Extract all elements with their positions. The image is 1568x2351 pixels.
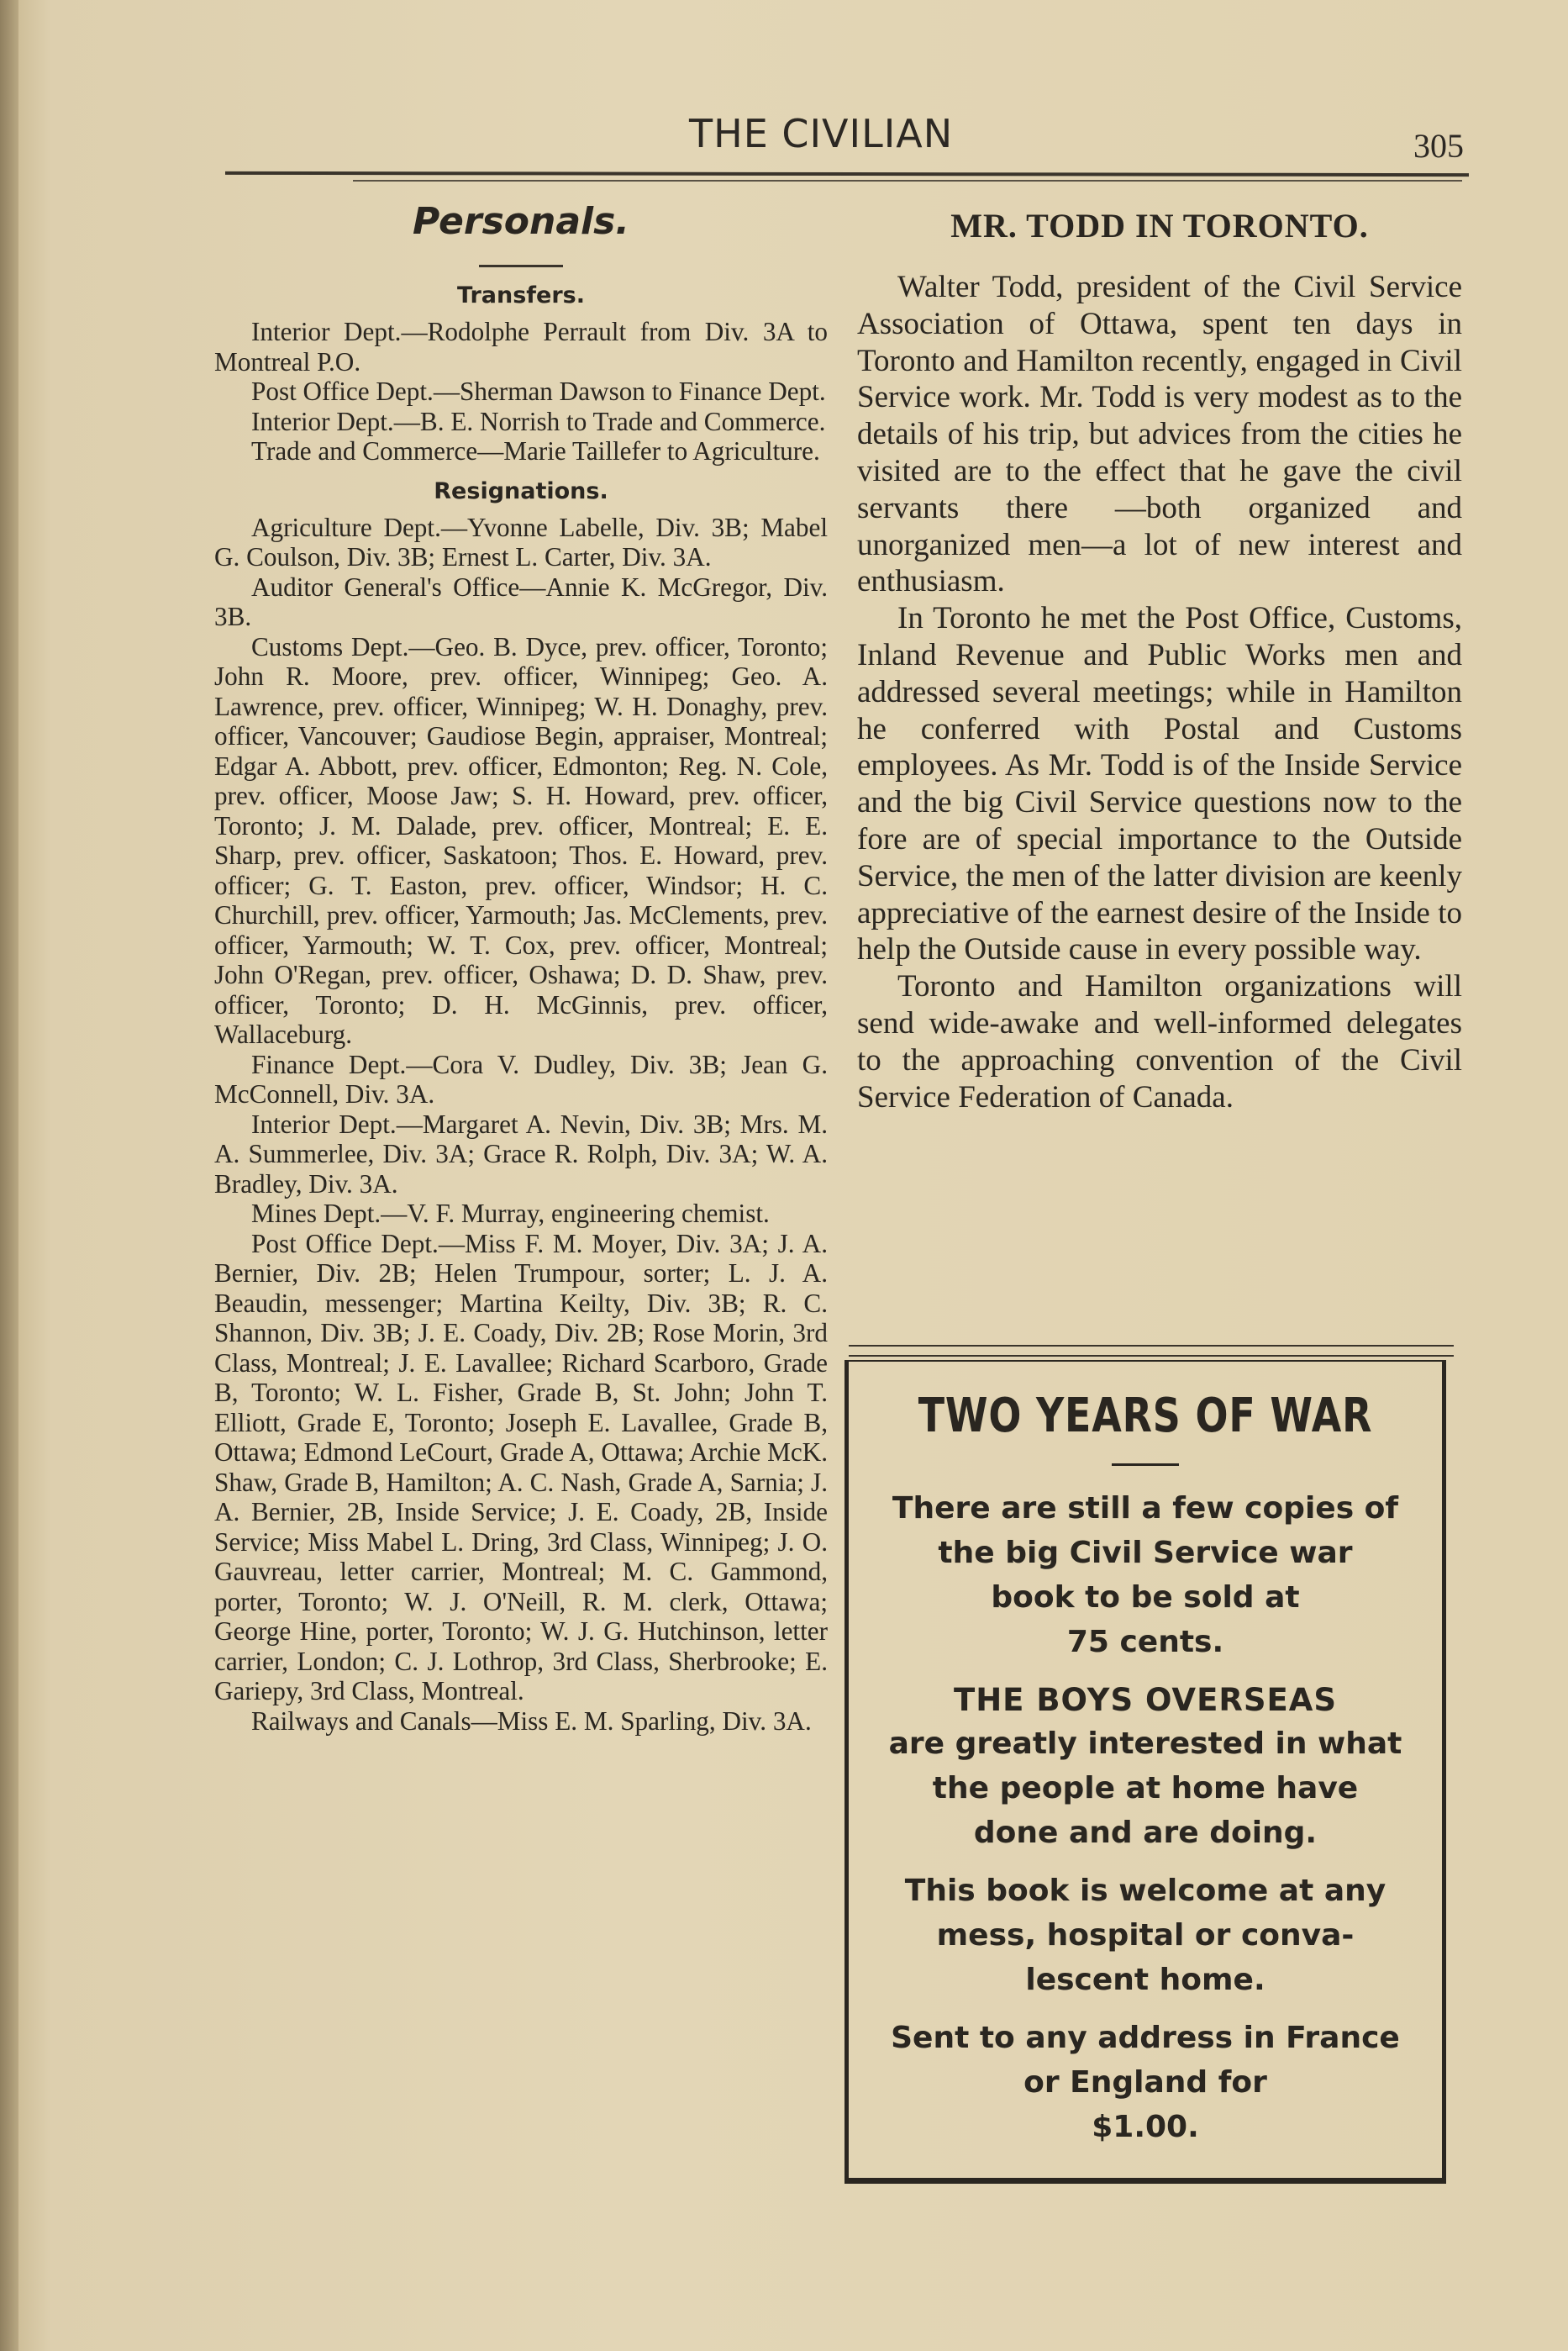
- resignation-entry: Post Office Dept.—Miss F. M. Moyer, Div. 3A; J. A. Bernier, Div. 2B; Helen Trumpour, sorter; L. J. A. Beaudin, messenger; Martina Keilty, Div. 3B; R. C. Shannon, Div. 3B; J. E. Coady, Div. 2B; Rose Morin, 3rd Class, Montreal; J. E. Lavallee; Richard Scarboro, Grade B, Toronto; W. L. Fisher, Grade B, St. John; John T. Elliott, Grade E, Toronto; Joseph E. Lavallee, Grade B, Ottawa; Edmond LeCourt, Grade A, Ottawa; Archie McK. Shaw, Grade B, Hamilton; A. C. Nash, Grade A, Sarnia; J. A. Bernier, 2B, Inside Service; J. E. Coady, 2B, Inside Service; Miss Mabel L. Dring, 3rd Class, Winnipeg; J. O. Gauvreau, letter carrier, Montreal; M. C. Gammond, porter, Toronto; W. J. O'Neill, R. M. clerk, Ottawa; George Hine, porter, Toronto; W. J. G. Hutchinson, letter carrier, London; C. J. Lothrop, 3rd Class, Sherbrooke; E. Gariepy, 3rd Class, Montreal.: [214, 1228, 828, 1705]
- ad-line: mess, hospital or conva-: [936, 1918, 1355, 1953]
- resignation-entry: Interior Dept.—Margaret A. Nevin, Div. 3B; Mrs. M. A. Summerlee, Div. 3A; Grace R. Rolph, Div. 3A; W. A. Bradley, Div. 3A.: [214, 1109, 828, 1199]
- article-paragraph: Walter Todd, president of the Civil Service Association of Ottawa, spent ten days in Toronto and Hamilton recently, engaged in Civil Service work. Mr. Todd is very modest as to the details of his trip, but advices from the cities he visited are to the effect that he gave the civil servants there —both organized and unorganized men—a lot of new interest and enthusiasm.: [857, 270, 1462, 599]
- ad-subhead: THE BOYS OVERSEAS: [953, 1682, 1338, 1718]
- article-title: MR. TODD IN TORONTO.: [950, 207, 1369, 245]
- resignations-heading: Resignations.: [434, 477, 608, 504]
- article-end-rule: [849, 1345, 1454, 1347]
- ad-block-price: [849, 2016, 1442, 2149]
- resignation-entry: Railways and Canals—Miss E. M. Sparling, Div. 3A.: [251, 1705, 812, 1736]
- ad-block-copies: [849, 1486, 1442, 1664]
- ad-line: Sent to any address in France: [891, 2021, 1400, 2055]
- ad-line: are greatly interested in what: [888, 1726, 1402, 1761]
- personals-title: Personals.: [412, 200, 630, 243]
- personals-column: [214, 185, 828, 1736]
- resignation-entry: Customs Dept.—Geo. B. Dyce, prev. officer, Toronto; John R. Moore, prev. officer, Winnipeg; Geo. A. Lawrence, prev. officer, Winnipeg; W. H. Donaghy, prev. officer, Vancouver; Gaudiose Begin, appraiser, Montreal; Edgar A. Abbott, prev. officer, Edmonton; Reg. N. Cole, prev. officer, Moose Jaw; S. H. Howard, prev. officer, Toronto; J. M. Dalade, prev. officer, Montreal; E. E. Sharp, prev. officer, Saskatoon; Thos. E. Howard, prev. officer; G. T. Easton, prev. officer, Windsor; H. C. Churchill, prev. officer, Yarmouth; Jas. McClements, prev. officer, Yarmouth; W. T. Cox, prev. officer, Montreal; John O'Regan, prev. officer, Oshawa; D. D. Shaw, prev. officer, Toronto; D. H. McGinnis, prev. officer, Wallaceburg.: [214, 631, 828, 1049]
- resignation-entry: Mines Dept.—V. F. Murray, engineering chemist.: [251, 1199, 770, 1228]
- article-end-rule-2: [849, 1355, 1454, 1357]
- ad-title: TWO YEARS OF WAR: [918, 1389, 1373, 1443]
- page-spine: [0, 0, 18, 2351]
- personals-title-rule: [479, 265, 563, 267]
- ad-line: the people at home have: [932, 1771, 1359, 1805]
- transfers-heading: Transfers.: [457, 282, 585, 308]
- header-rule-thin: [353, 180, 1462, 182]
- ad-line: 75 cents.: [1066, 1625, 1224, 1659]
- page-number: 305: [1413, 127, 1464, 165]
- resignation-entry: Auditor General's Office—Annie K. McGregor, Div. 3B.: [214, 572, 828, 631]
- running-title: THE CIVILIAN: [689, 111, 954, 156]
- ad-line: $1.00.: [1092, 2110, 1199, 2144]
- transfer-entry: Interior Dept.—B. E. Norrish to Trade and Commerce.: [251, 406, 826, 436]
- ad-line: This book is welcome at any: [904, 1874, 1386, 1908]
- resignation-entry: Finance Dept.—Cora V. Dudley, Div. 3B; Jean G. McConnell, Div. 3A.: [214, 1049, 828, 1109]
- ad-line: done and are doing.: [973, 1816, 1318, 1850]
- article-column: [857, 198, 1462, 1115]
- header-rule: [225, 171, 1469, 177]
- article-paragraph: In Toronto he met the Post Office, Customs, Inland Revenue and Public Works men and addressed several meetings; while in Hamilton he conferred with Postal and Customs employees. As Mr. Todd is of the Inside Service and the big Civil Service questions now to the fore are of special importance to the Outside Service, the men of the latter division are keenly appreciative of the earnest desire of the Inside to help the Outside cause in every possible way.: [857, 601, 1462, 967]
- resignation-entry: Agriculture Dept.—Yvonne Labelle, Div. 3B; Mabel G. Coulson, Div. 3B; Ernest L. Carter, Div. 3A.: [214, 512, 828, 572]
- transfer-entry: Interior Dept.—Rodolphe Perrault from Div. 3A to Montreal P.O.: [214, 317, 828, 377]
- article-paragraph: Toronto and Hamilton organizations will send wide-awake and well-informed delegates to the approaching convention of the Civil Service Federation of Canada.: [857, 969, 1462, 1115]
- ad-block-interest: [849, 1721, 1442, 1855]
- advertisement-box: [845, 1360, 1446, 2184]
- ad-line: There are still a few copies of: [892, 1491, 1399, 1526]
- ad-line: lescent home.: [1025, 1963, 1265, 1997]
- ad-line: the big Civil Service war: [938, 1536, 1353, 1570]
- transfer-entry: Trade and Commerce—Marie Taillefer to Agriculture.: [251, 436, 820, 466]
- ad-title-rule: [1112, 1463, 1179, 1466]
- transfer-entry: Post Office Dept.—Sherman Dawson to Finance Dept.: [251, 377, 826, 406]
- ad-line: book to be sold at: [991, 1580, 1300, 1615]
- ad-block-welcome: [849, 1869, 1442, 2002]
- ad-line: or England for: [1023, 2065, 1267, 2100]
